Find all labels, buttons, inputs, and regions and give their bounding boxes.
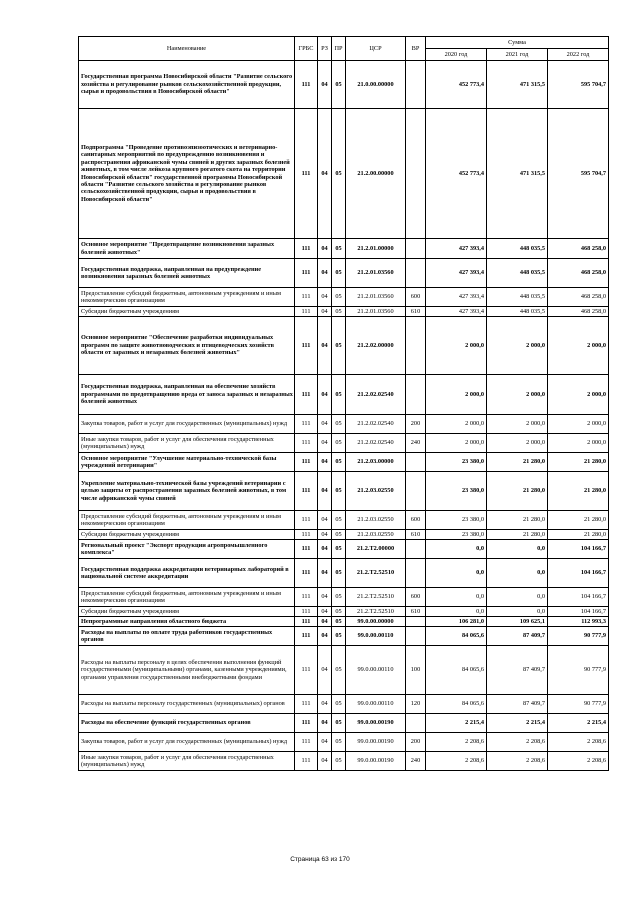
row-sum-2021: 471 315,5 bbox=[487, 109, 548, 239]
row-name: Предоставление субсидий бюджетным, автономным учреждениям и иным некоммерческим организациям bbox=[79, 288, 295, 307]
row-sum-2022: 104 166,7 bbox=[548, 559, 609, 588]
row-pr: 05 bbox=[332, 714, 346, 733]
header-year-2022: 2022 год bbox=[548, 49, 609, 61]
row-sum-2021: 87 409,7 bbox=[487, 646, 548, 695]
row-grbs: 111 bbox=[295, 288, 318, 307]
row-sum-2022: 468 258,0 bbox=[548, 307, 609, 317]
row-vr bbox=[406, 714, 426, 733]
row-rz: 04 bbox=[318, 239, 332, 259]
row-sum-2020: 2 000,0 bbox=[426, 434, 487, 453]
row-pr: 05 bbox=[332, 61, 346, 109]
row-name: Расходы на обеспечение функций государственных органов bbox=[79, 714, 295, 733]
row-vr bbox=[406, 472, 426, 511]
row-csr: 99.0.00.00190 bbox=[346, 752, 406, 771]
row-rz: 04 bbox=[318, 317, 332, 375]
row-name: Расходы на выплаты по оплате труда работников государственных органов bbox=[79, 627, 295, 646]
row-grbs: 111 bbox=[295, 415, 318, 434]
row-csr: 21.2.03.02550 bbox=[346, 530, 406, 540]
table-row bbox=[79, 646, 609, 695]
budget-table bbox=[78, 36, 609, 771]
header-rz: РЗ bbox=[318, 37, 332, 61]
row-pr: 05 bbox=[332, 530, 346, 540]
row-pr: 05 bbox=[332, 752, 346, 771]
row-sum-2020: 84 065,6 bbox=[426, 627, 487, 646]
row-rz: 04 bbox=[318, 617, 332, 627]
row-rz: 04 bbox=[318, 607, 332, 617]
row-name: Укрепление материально-технической базы учреждений ветеринарии с целью защиты от распространения заразных болезней животных, в том числе африканской чумы свиней bbox=[79, 472, 295, 511]
header-year-2021: 2021 год bbox=[487, 49, 548, 61]
row-vr bbox=[406, 375, 426, 415]
row-vr bbox=[406, 540, 426, 559]
row-name: Расходы на выплаты персоналу государственных (муниципальных) органов bbox=[79, 695, 295, 714]
row-grbs: 111 bbox=[295, 714, 318, 733]
row-rz: 04 bbox=[318, 530, 332, 540]
row-sum-2022: 468 258,0 bbox=[548, 259, 609, 288]
row-pr: 05 bbox=[332, 434, 346, 453]
row-sum-2022: 2 208,6 bbox=[548, 733, 609, 752]
row-sum-2022: 595 704,7 bbox=[548, 61, 609, 109]
row-pr: 05 bbox=[332, 317, 346, 375]
table-row bbox=[79, 540, 609, 559]
table-row bbox=[79, 588, 609, 607]
row-sum-2022: 90 777,9 bbox=[548, 627, 609, 646]
row-sum-2021: 2 000,0 bbox=[487, 434, 548, 453]
row-csr: 21.2.Т2.52510 bbox=[346, 559, 406, 588]
row-sum-2021: 448 035,5 bbox=[487, 307, 548, 317]
row-sum-2021: 2 208,6 bbox=[487, 733, 548, 752]
row-csr: 21.2.Т2.00000 bbox=[346, 540, 406, 559]
row-csr: 21.2.01.00000 bbox=[346, 239, 406, 259]
row-grbs: 111 bbox=[295, 695, 318, 714]
row-sum-2022: 104 166,7 bbox=[548, 540, 609, 559]
row-name: Предоставление субсидий бюджетным, автономным учреждениям и иным некоммерческим организациям bbox=[79, 511, 295, 530]
row-vr: 610 bbox=[406, 607, 426, 617]
row-csr: 21.2.02.02540 bbox=[346, 415, 406, 434]
row-csr: 21.2.Т2.52510 bbox=[346, 607, 406, 617]
row-csr: 99.0.00.00190 bbox=[346, 733, 406, 752]
row-pr: 05 bbox=[332, 472, 346, 511]
row-rz: 04 bbox=[318, 752, 332, 771]
row-sum-2022: 104 166,7 bbox=[548, 588, 609, 607]
row-grbs: 111 bbox=[295, 617, 318, 627]
row-sum-2021: 448 035,5 bbox=[487, 259, 548, 288]
table-row bbox=[79, 714, 609, 733]
row-sum-2021: 87 409,7 bbox=[487, 627, 548, 646]
row-grbs: 111 bbox=[295, 453, 318, 472]
row-sum-2020: 452 773,4 bbox=[426, 109, 487, 239]
row-pr: 05 bbox=[332, 288, 346, 307]
row-name: Государственная поддержка, направленная на предупреждение возникновения заразных болезней животных bbox=[79, 259, 295, 288]
row-pr: 05 bbox=[332, 646, 346, 695]
row-sum-2021: 2 000,0 bbox=[487, 375, 548, 415]
row-rz: 04 bbox=[318, 588, 332, 607]
row-name: Основное мероприятие "Обеспечение разработки индивидуальных программ по защите животноводческих и птицеводческих хозяйств области от заразных и незаразных болезней животных" bbox=[79, 317, 295, 375]
header-name: Наименование bbox=[79, 37, 295, 61]
row-sum-2022: 2 000,0 bbox=[548, 317, 609, 375]
row-rz: 04 bbox=[318, 472, 332, 511]
table-row bbox=[79, 733, 609, 752]
row-rz: 04 bbox=[318, 259, 332, 288]
row-name: Закупка товаров, работ и услуг для государственных (муниципальных) нужд bbox=[79, 415, 295, 434]
header-vr: ВР bbox=[406, 37, 426, 61]
table-row bbox=[79, 453, 609, 472]
row-name: Иные закупки товаров, работ и услуг для обеспечения государственных (муниципальных) нужд bbox=[79, 752, 295, 771]
row-rz: 04 bbox=[318, 307, 332, 317]
row-name: Предоставление субсидий бюджетным, автономным учреждениям и иным некоммерческим организациям bbox=[79, 588, 295, 607]
row-sum-2020: 23 380,0 bbox=[426, 530, 487, 540]
row-grbs: 111 bbox=[295, 627, 318, 646]
row-pr: 05 bbox=[332, 259, 346, 288]
budget-table-page bbox=[78, 36, 608, 771]
row-pr: 05 bbox=[332, 307, 346, 317]
row-csr: 21.2.03.02550 bbox=[346, 511, 406, 530]
row-csr: 99.0.00.00110 bbox=[346, 695, 406, 714]
row-sum-2022: 90 777,9 bbox=[548, 646, 609, 695]
row-name: Подпрограмма "Проведение противоэпизоотических и ветеринарно-санитарных мероприятий по предупреждению возникновения и распространения африканской чумы свиней и других заразных болезней животных, в том числе лейкоза крупного рогатого скота на территории Новосибирской области" государственной программы Новосибирской области "Развитие сельского хозяйства и регулирование рынков сельскохозяйственной продукции, сырья и продовольствия в Новосибирской области" bbox=[79, 109, 295, 239]
row-pr: 05 bbox=[332, 239, 346, 259]
row-name: Субсидии бюджетным учреждениям bbox=[79, 607, 295, 617]
row-sum-2021: 471 315,5 bbox=[487, 61, 548, 109]
table-row bbox=[79, 617, 609, 627]
row-sum-2020: 23 380,0 bbox=[426, 472, 487, 511]
row-sum-2021: 2 215,4 bbox=[487, 714, 548, 733]
row-csr: 21.0.00.00000 bbox=[346, 61, 406, 109]
row-grbs: 111 bbox=[295, 559, 318, 588]
row-vr: 600 bbox=[406, 288, 426, 307]
table-row bbox=[79, 472, 609, 511]
table-row bbox=[79, 607, 609, 617]
row-sum-2020: 0,0 bbox=[426, 559, 487, 588]
row-sum-2021: 109 625,1 bbox=[487, 617, 548, 627]
header-grbs: ГРБС bbox=[295, 37, 318, 61]
row-rz: 04 bbox=[318, 559, 332, 588]
row-vr bbox=[406, 559, 426, 588]
row-sum-2022: 21 280,0 bbox=[548, 530, 609, 540]
row-sum-2020: 2 208,6 bbox=[426, 752, 487, 771]
row-sum-2021: 21 280,0 bbox=[487, 453, 548, 472]
row-csr: 99.0.00.00190 bbox=[346, 714, 406, 733]
row-grbs: 111 bbox=[295, 646, 318, 695]
row-sum-2020: 427 393,4 bbox=[426, 288, 487, 307]
row-name: Региональный проект "Экспорт продукции агропромышленного комплекса" bbox=[79, 540, 295, 559]
row-grbs: 111 bbox=[295, 317, 318, 375]
row-sum-2022: 2 215,4 bbox=[548, 714, 609, 733]
row-sum-2021: 0,0 bbox=[487, 607, 548, 617]
row-sum-2020: 106 281,0 bbox=[426, 617, 487, 627]
row-pr: 05 bbox=[332, 559, 346, 588]
row-rz: 04 bbox=[318, 415, 332, 434]
row-pr: 05 bbox=[332, 511, 346, 530]
row-vr bbox=[406, 61, 426, 109]
row-name: Субсидии бюджетным учреждениям bbox=[79, 307, 295, 317]
row-csr: 21.2.02.00000 bbox=[346, 317, 406, 375]
row-pr: 05 bbox=[332, 588, 346, 607]
table-row bbox=[79, 259, 609, 288]
table-row bbox=[79, 559, 609, 588]
table-body bbox=[79, 61, 609, 771]
row-vr: 600 bbox=[406, 511, 426, 530]
row-sum-2020: 23 380,0 bbox=[426, 453, 487, 472]
row-sum-2022: 468 258,0 bbox=[548, 288, 609, 307]
row-grbs: 111 bbox=[295, 607, 318, 617]
row-sum-2020: 452 773,4 bbox=[426, 61, 487, 109]
table-row bbox=[79, 530, 609, 540]
table-row bbox=[79, 415, 609, 434]
row-sum-2022: 21 280,0 bbox=[548, 453, 609, 472]
page-number: Страница 63 из 170 bbox=[290, 856, 350, 863]
header-csr: ЦСР bbox=[346, 37, 406, 61]
row-vr bbox=[406, 109, 426, 239]
row-csr: 21.2.01.03560 bbox=[346, 307, 406, 317]
row-name: Государственная поддержка, направленная на обеспечение хозяйств программами по предотвращению вреда от заноса заразных и незаразных болезней животных bbox=[79, 375, 295, 415]
row-vr: 610 bbox=[406, 307, 426, 317]
row-name: Закупка товаров, работ и услуг для государственных (муниципальных) нужд bbox=[79, 733, 295, 752]
row-sum-2021: 21 280,0 bbox=[487, 511, 548, 530]
row-csr: 99.0.00.00110 bbox=[346, 646, 406, 695]
row-sum-2022: 112 993,3 bbox=[548, 617, 609, 627]
row-grbs: 111 bbox=[295, 434, 318, 453]
row-sum-2021: 21 280,0 bbox=[487, 472, 548, 511]
row-rz: 04 bbox=[318, 453, 332, 472]
table-row bbox=[79, 288, 609, 307]
row-sum-2020: 84 065,6 bbox=[426, 695, 487, 714]
row-pr: 05 bbox=[332, 109, 346, 239]
row-sum-2021: 2 208,6 bbox=[487, 752, 548, 771]
row-sum-2020: 0,0 bbox=[426, 607, 487, 617]
row-pr: 05 bbox=[332, 415, 346, 434]
row-pr: 05 bbox=[332, 627, 346, 646]
row-name: Основное мероприятие "Предотвращение возникновения заразных болезней животных" bbox=[79, 239, 295, 259]
row-pr: 05 bbox=[332, 607, 346, 617]
row-pr: 05 bbox=[332, 375, 346, 415]
row-sum-2021: 87 409,7 bbox=[487, 695, 548, 714]
row-grbs: 111 bbox=[295, 540, 318, 559]
table-row bbox=[79, 434, 609, 453]
row-grbs: 111 bbox=[295, 752, 318, 771]
table-row bbox=[79, 307, 609, 317]
table-row bbox=[79, 317, 609, 375]
row-sum-2022: 21 280,0 bbox=[548, 511, 609, 530]
table-row bbox=[79, 752, 609, 771]
row-pr: 05 bbox=[332, 453, 346, 472]
table-row bbox=[79, 695, 609, 714]
row-rz: 04 bbox=[318, 61, 332, 109]
row-name: Государственная поддержка аккредитации ветеринарных лабораторий в национальной системе аккредитации bbox=[79, 559, 295, 588]
row-sum-2020: 2 215,4 bbox=[426, 714, 487, 733]
header-year-2020: 2020 год bbox=[426, 49, 487, 61]
table-row bbox=[79, 61, 609, 109]
row-vr: 240 bbox=[406, 752, 426, 771]
row-grbs: 111 bbox=[295, 511, 318, 530]
row-sum-2022: 2 000,0 bbox=[548, 434, 609, 453]
row-grbs: 111 bbox=[295, 530, 318, 540]
header-sum: Сумма bbox=[426, 37, 609, 49]
row-csr: 21.2.03.02550 bbox=[346, 472, 406, 511]
row-name: Непрограммные направления областного бюджета bbox=[79, 617, 295, 627]
table-row bbox=[79, 109, 609, 239]
row-sum-2020: 427 393,4 bbox=[426, 307, 487, 317]
row-rz: 04 bbox=[318, 646, 332, 695]
row-grbs: 111 bbox=[295, 259, 318, 288]
row-vr bbox=[406, 317, 426, 375]
row-sum-2022: 104 166,7 bbox=[548, 607, 609, 617]
row-vr bbox=[406, 239, 426, 259]
row-sum-2021: 21 280,0 bbox=[487, 530, 548, 540]
row-sum-2022: 2 208,6 bbox=[548, 752, 609, 771]
row-sum-2020: 0,0 bbox=[426, 588, 487, 607]
row-pr: 05 bbox=[332, 695, 346, 714]
row-sum-2020: 2 208,6 bbox=[426, 733, 487, 752]
row-pr: 05 bbox=[332, 617, 346, 627]
row-vr: 240 bbox=[406, 434, 426, 453]
row-sum-2022: 595 704,7 bbox=[548, 109, 609, 239]
table-row bbox=[79, 511, 609, 530]
row-sum-2020: 0,0 bbox=[426, 540, 487, 559]
row-vr: 200 bbox=[406, 415, 426, 434]
row-grbs: 111 bbox=[295, 239, 318, 259]
row-vr: 120 bbox=[406, 695, 426, 714]
row-vr bbox=[406, 259, 426, 288]
row-pr: 05 bbox=[332, 733, 346, 752]
row-csr: 21.2.02.02540 bbox=[346, 434, 406, 453]
row-sum-2020: 2 000,0 bbox=[426, 317, 487, 375]
row-vr bbox=[406, 627, 426, 646]
row-rz: 04 bbox=[318, 288, 332, 307]
row-rz: 04 bbox=[318, 627, 332, 646]
row-sum-2021: 2 000,0 bbox=[487, 317, 548, 375]
row-sum-2022: 90 777,9 bbox=[548, 695, 609, 714]
row-sum-2021: 448 035,5 bbox=[487, 239, 548, 259]
row-rz: 04 bbox=[318, 375, 332, 415]
row-sum-2020: 2 000,0 bbox=[426, 375, 487, 415]
row-sum-2022: 2 000,0 bbox=[548, 415, 609, 434]
row-vr bbox=[406, 617, 426, 627]
row-sum-2020: 427 393,4 bbox=[426, 239, 487, 259]
header-pr: ПР bbox=[332, 37, 346, 61]
row-vr bbox=[406, 453, 426, 472]
row-csr: 99.0.00.00110 bbox=[346, 627, 406, 646]
row-sum-2021: 2 000,0 bbox=[487, 415, 548, 434]
table-row bbox=[79, 375, 609, 415]
row-sum-2022: 2 000,0 bbox=[548, 375, 609, 415]
row-sum-2022: 21 280,0 bbox=[548, 472, 609, 511]
row-vr: 200 bbox=[406, 733, 426, 752]
row-name: Субсидии бюджетным учреждениям bbox=[79, 530, 295, 540]
row-grbs: 111 bbox=[295, 109, 318, 239]
row-rz: 04 bbox=[318, 540, 332, 559]
row-csr: 21.2.03.00000 bbox=[346, 453, 406, 472]
table-row bbox=[79, 239, 609, 259]
row-rz: 04 bbox=[318, 714, 332, 733]
row-rz: 04 bbox=[318, 434, 332, 453]
row-grbs: 111 bbox=[295, 61, 318, 109]
row-rz: 04 bbox=[318, 695, 332, 714]
row-name: Расходы на выплаты персоналу в целях обеспечения выполнения функций государственными (муниципальными) органами, казенными учреждениями, органами управления государственными внебюджетными фондами bbox=[79, 646, 295, 695]
row-sum-2020: 84 065,6 bbox=[426, 646, 487, 695]
row-grbs: 111 bbox=[295, 375, 318, 415]
row-rz: 04 bbox=[318, 733, 332, 752]
table-header bbox=[79, 37, 609, 61]
row-csr: 21.2.02.02540 bbox=[346, 375, 406, 415]
row-sum-2020: 427 393,4 bbox=[426, 259, 487, 288]
row-vr: 100 bbox=[406, 646, 426, 695]
row-sum-2021: 0,0 bbox=[487, 540, 548, 559]
row-vr: 600 bbox=[406, 588, 426, 607]
row-grbs: 111 bbox=[295, 307, 318, 317]
row-sum-2020: 23 380,0 bbox=[426, 511, 487, 530]
row-csr: 21.2.00.00000 bbox=[346, 109, 406, 239]
row-name: Государственная программа Новосибирской области "Развитие сельского хозяйства и регулирование рынков сельскохозяйственной продукции, сырья и продовольствия в Новосибирской области" bbox=[79, 61, 295, 109]
row-sum-2020: 2 000,0 bbox=[426, 415, 487, 434]
row-csr: 99.0.00.00000 bbox=[346, 617, 406, 627]
row-csr: 21.2.01.03560 bbox=[346, 288, 406, 307]
row-name: Основное мероприятие "Улучшение материально-технической базы учреждений ветеринарии" bbox=[79, 453, 295, 472]
row-rz: 04 bbox=[318, 109, 332, 239]
table-row bbox=[79, 627, 609, 646]
row-pr: 05 bbox=[332, 540, 346, 559]
row-csr: 21.2.01.03560 bbox=[346, 259, 406, 288]
row-grbs: 111 bbox=[295, 733, 318, 752]
row-grbs: 111 bbox=[295, 588, 318, 607]
row-grbs: 111 bbox=[295, 472, 318, 511]
row-csr: 21.2.Т2.52510 bbox=[346, 588, 406, 607]
row-sum-2021: 0,0 bbox=[487, 559, 548, 588]
row-name: Иные закупки товаров, работ и услуг для обеспечения государственных (муниципальных) нужд bbox=[79, 434, 295, 453]
row-sum-2022: 468 258,0 bbox=[548, 239, 609, 259]
row-vr: 610 bbox=[406, 530, 426, 540]
row-sum-2021: 0,0 bbox=[487, 588, 548, 607]
row-sum-2021: 448 035,5 bbox=[487, 288, 548, 307]
row-rz: 04 bbox=[318, 511, 332, 530]
